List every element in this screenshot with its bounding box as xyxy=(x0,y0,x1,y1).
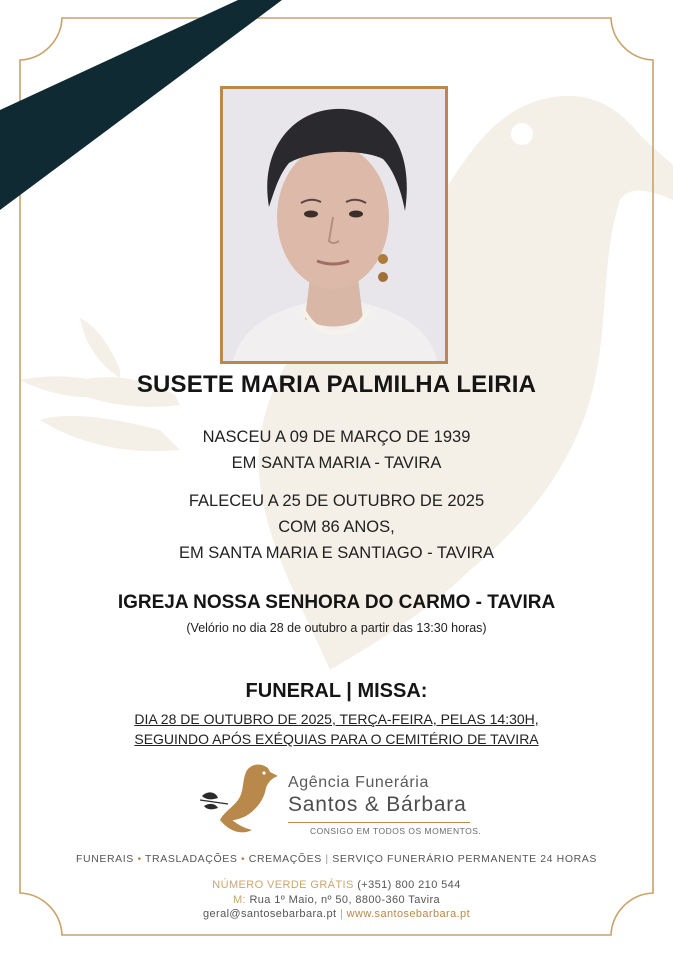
dove-logo-icon xyxy=(198,760,282,838)
death-date: FALECEU A 25 DE OUTUBRO DE 2025 xyxy=(188,492,485,510)
agency-divider xyxy=(288,822,470,823)
service-separator: | xyxy=(325,853,329,865)
funeral-details-line1: DIA 28 DE OUTUBRO DE 2025, TERÇA-FEIRA, PELAS 14:30H, xyxy=(134,711,539,727)
services-line xyxy=(0,853,673,865)
church-name: IGREJA NOSSA SENHORA DO CARMO - TAVIRA xyxy=(117,592,556,613)
service-permanent: SERVIÇO FUNERÁRIO PERMANENTE 24 HORAS xyxy=(332,853,597,865)
birth-date: NASCEU A 09 DE MARÇO DE 1939 xyxy=(202,428,471,446)
email-link[interactable]: geral@santosebarbara.pt xyxy=(202,908,337,920)
service-funerals: FUNERAIS xyxy=(76,853,134,865)
age-at-death: COM 86 ANOS, xyxy=(278,518,395,536)
phone-label: NÚMERO VERDE GRÁTIS xyxy=(212,879,354,891)
service-separator: • xyxy=(240,853,246,865)
agency-slogan: CONSIGO EM TODOS OS MOMENTOS. xyxy=(310,826,482,836)
website-link[interactable]: www.santosebarbara.pt xyxy=(346,908,471,920)
portrait-photo xyxy=(220,86,448,364)
funeral-details-line2: SEGUINDO APÓS EXÉQUIAS PARA O CEMITÉRIO DE TAVIRA xyxy=(134,731,539,747)
service-separator: • xyxy=(137,853,142,865)
agency-type: Agência Funerária xyxy=(288,774,429,791)
web-line xyxy=(0,908,673,920)
phone-number[interactable]: (+351) 800 210 544 xyxy=(357,879,461,891)
service-cremations: CREMAÇÕES xyxy=(248,853,322,865)
address: Rua 1º Maio, nº 50, 8800-360 Tavira xyxy=(249,894,441,906)
agency-name: Santos & Bárbara xyxy=(288,793,467,816)
address-line xyxy=(0,894,673,906)
contact-separator: | xyxy=(339,908,344,920)
funeral-title: FUNERAL | MISSA: xyxy=(245,680,428,702)
address-label: M: xyxy=(232,894,246,906)
service-transfers: TRASLADAÇÕES xyxy=(145,853,238,865)
deceased-name: SUSETE MARIA PALMILHA LEIRIA xyxy=(136,371,537,398)
wake-info: (Velório no dia 28 de outubro a partir das 13:30 horas) xyxy=(186,621,487,635)
birth-place: EM SANTA MARIA - TAVIRA xyxy=(231,454,442,472)
phone-line xyxy=(0,879,673,891)
agency-logo-text xyxy=(288,774,481,836)
death-place: EM SANTA MARIA E SANTIAGO - TAVIRA xyxy=(178,544,495,562)
